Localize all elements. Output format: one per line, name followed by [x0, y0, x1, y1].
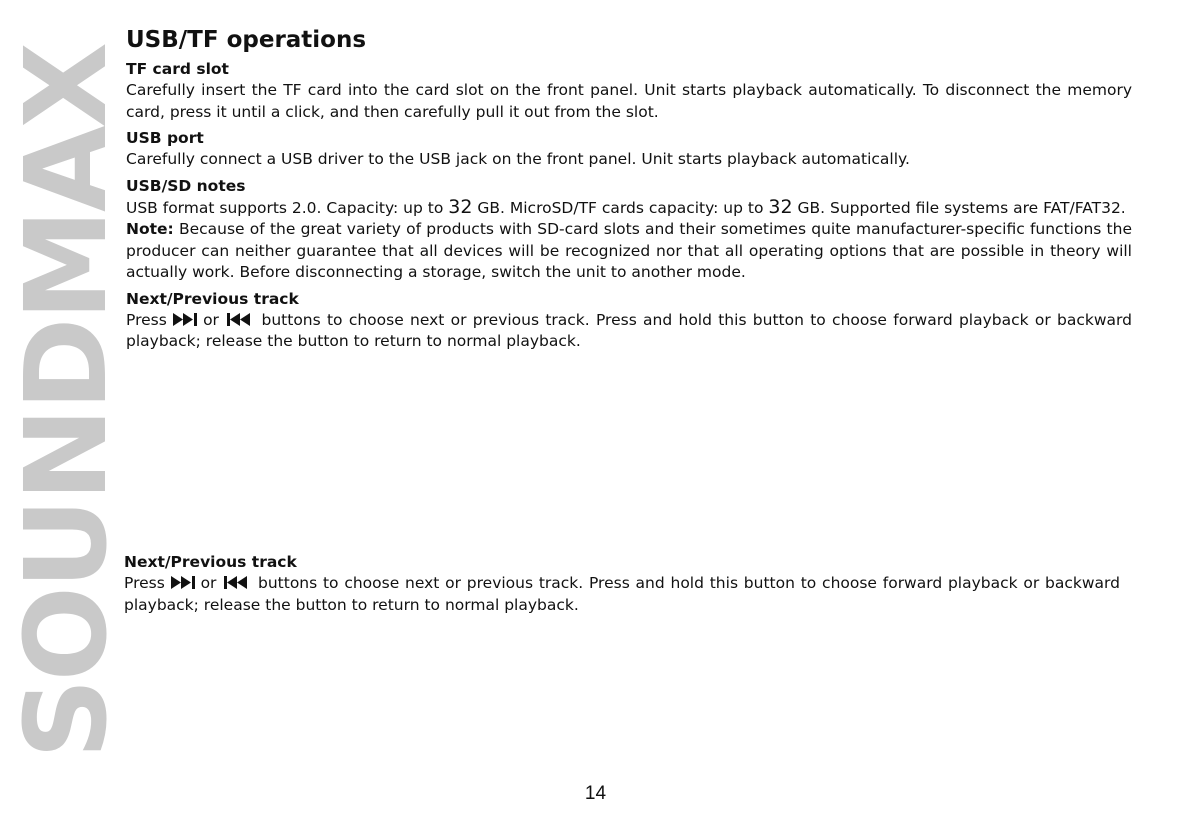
brand-logo: SOUNDMAX [2, 44, 132, 760]
previous-track-icon [222, 576, 252, 589]
page-title: USB/TF operations [126, 27, 367, 53]
next-prev-section-2 [124, 552, 1120, 616]
usb-port-heading: USB port [126, 129, 204, 147]
previous-track-icon [225, 313, 255, 326]
next-prev-heading-2: Next/Previous track [124, 553, 297, 571]
next-prev-text: Press or buttons to choose next or previous track. Press and hold this button to choose forward playback or backward playback; release the button to return to normal playback. [126, 310, 1132, 350]
note-paragraph: Note: Because of the great variety of products with SD-card slots and their sometimes quite manufacturer-specific functions the producer can neither guarantee that all devices will be recognized nor that all operating options that are possible in theory will actually work. Before disconnecting a storage, switch the unit to another mode. [126, 220, 1132, 281]
next-track-icon [173, 313, 203, 326]
sd-capacity-value: 32 [768, 195, 793, 218]
main-content [126, 25, 1132, 353]
brand-sidebar [2, 44, 132, 760]
usb-port-text: Carefully connect a USB driver to the USB jack on the front panel. Unit starts playback automatically. [126, 150, 910, 168]
tf-slot-heading: TF card slot [126, 60, 229, 78]
page-number: 14 [584, 783, 607, 804]
next-prev-heading: Next/Previous track [126, 289, 299, 308]
next-prev-text-2: Press or buttons to choose next or previous track. Press and hold this button to choose forward playback or backward playback; release the button to return to normal playback. [124, 574, 1120, 614]
usb-sd-notes-heading: USB/SD notes [126, 176, 246, 195]
note-label: Note: [126, 220, 174, 238]
next-track-icon [171, 576, 201, 589]
tf-slot-text: Carefully insert the TF card into the card slot on the front panel. Unit starts playback automatically. To disconnect the memory card, press it until a click, and then carefully pull it out from the slot. [126, 81, 1132, 121]
usb-sd-notes-text: USB format supports 2.0. Capacity: up to 32 GB. MicroSD/TF cards capacity: up to 32 GB. Supported file systems are FAT/FAT32. [126, 195, 1126, 218]
usb-capacity-value: 32 [448, 195, 473, 218]
